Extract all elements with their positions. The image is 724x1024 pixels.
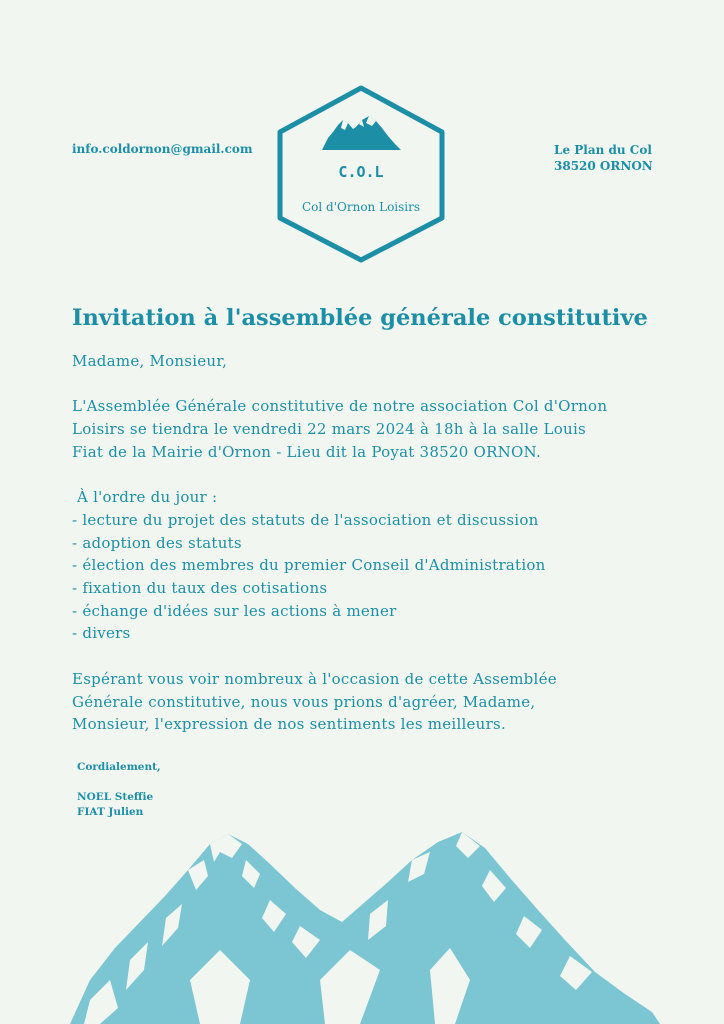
closing-line: Générale constitutive, nous vous prions d'agréer, Madame, [72,692,536,711]
signature-block [77,760,161,820]
logo-mountain-icon [322,116,401,150]
agenda-heading: À l'ordre du jour : [72,488,218,507]
intro-line: Loisirs se tiendra le vendredi 22 mars 2024 à 18h à la salle Louis [72,420,586,439]
agenda-item: - fixation du taux des cotisations [72,579,328,597]
signatory-name: FIAT Julien [77,806,144,818]
agenda-item: - élection des membres du premier Conseil d'Administration [72,556,546,575]
agenda-item: - divers [72,624,131,643]
address-line-1: Le Plan du Col [554,143,652,157]
address-line-2: 38520 ORNON [554,159,653,173]
logo-abbreviation: C.O.L [338,163,384,181]
intro-line: Fiat de la Mairie d'Ornon - Lieu dit la Poyat 38520 ORNON. [72,442,541,461]
closing-line: Espérant vous voir nombreux à l'occasion de cette Assemblée [72,669,557,688]
agenda-item: - lecture du projet des statuts de l'association et discussion [72,510,539,529]
closing-line: Monsieur, l'expression de nos sentiments les meilleurs. [72,715,506,734]
mountains-illustration [70,830,660,1024]
intro-line: L'Assemblée Générale constitutive de notre association Col d'Ornon [72,397,608,416]
signatory-name: NOEL Steffie [77,791,154,803]
logo-organization-name: Col d'Ornon Loisirs [301,200,421,214]
contact-email: info.coldornon@gmail.com [72,142,253,156]
page-title: Invitation à l'assemblée générale constitutive [72,305,648,331]
postal-address [554,142,653,174]
letter-body [72,350,672,736]
greeting: Madame, Monsieur, [72,352,228,370]
agenda-item: - échange d'idées sur les actions à mener [72,601,397,620]
salutation: Cordialement, [77,761,161,773]
agenda-item: - adoption des statuts [72,533,242,552]
